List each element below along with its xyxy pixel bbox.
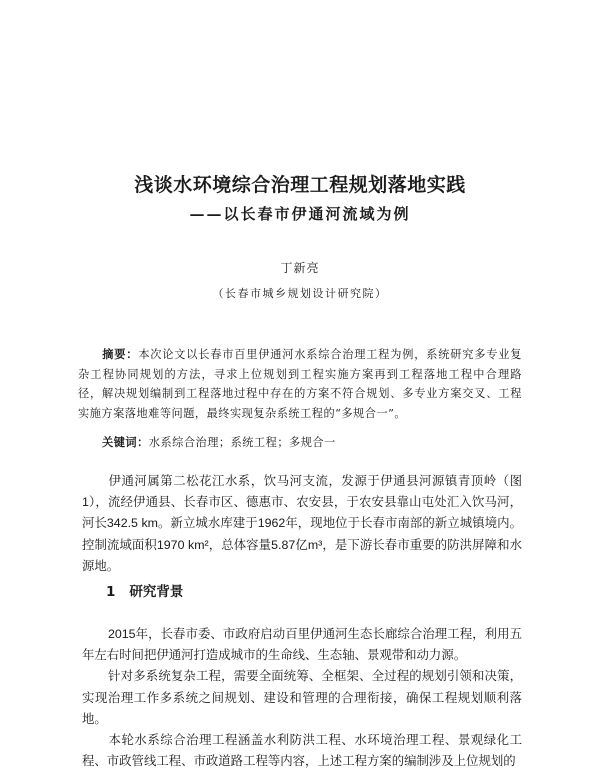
body-paragraph bbox=[82, 730, 522, 772]
intro-text: 伊通河属第二松花江水系，饮马河支流，发源于伊通县河源镇青顶岭（图1），流经伊通县、长春市区、德惠市、农安县，于农安县靠山屯处汇入饮马河，河长342.5 km。新立城水库建于1962年，现地位于长春市南部的新立城镇境内。控制流域面积1970 km²，总体容量5.87亿m³，是下游长春市重要的防洪屏障和水源地。 bbox=[82, 474, 522, 573]
intro-paragraph bbox=[82, 471, 522, 577]
author-affiliation: （长春市城乡规划设计研究院） bbox=[212, 287, 388, 300]
body-paragraph-text: 本轮水系综合治理工程涵盖水利防洪工程、水环境治理工程、景观绿化工程、市政管线工程、市政道路工程等内容，上述工程方案的编制涉及上位规划的 bbox=[82, 733, 522, 769]
paper-subtitle: ——以长春市伊通河流域为例 bbox=[189, 205, 411, 223]
abstract bbox=[78, 345, 522, 423]
section-number: 1 bbox=[106, 584, 116, 600]
body-paragraph-text: 针对多系统复杂工程，需要全面统筹、全框架、全过程的规划引领和决策，实现治理工作多系统之间规划、建设和管理的合理衔接，确保工程规划顺利落地。 bbox=[82, 669, 522, 726]
abstract-label: 摘要： bbox=[102, 348, 139, 361]
section-body bbox=[82, 624, 522, 772]
keywords-text: 水系综合治理；系统工程；多规合一 bbox=[148, 436, 336, 449]
abstract-text: 本次论文以长春市百里伊通河水系综合治理工程为例，系统研究多专业复杂工程协同规划的方法，寻求上位规划到工程实施方案再到工程落地工程中合理路径，解决规划编制到工程落地过程中存在的方案不符合规划、多专业方案交叉、工程实施方案落地难等问题，最终实现复杂系统工程的“多规合一”。 bbox=[78, 348, 522, 420]
section-title: 研究背景 bbox=[129, 584, 184, 600]
body-paragraph-text: 2015年，长春市委、市政府启动百里伊通河生态长廊综合治理工程，利用五年左右时间把伊通河打造成城市的生命线、生态轴、景观带和动力源。 bbox=[82, 627, 522, 663]
keywords bbox=[78, 433, 522, 453]
body-paragraph bbox=[82, 624, 522, 666]
author-name: 丁新亮 bbox=[280, 261, 320, 275]
body-paragraph bbox=[82, 666, 522, 730]
paper-title: 浅谈水环境综合治理工程规划落地实践 bbox=[134, 174, 466, 196]
keywords-label: 关键词： bbox=[102, 436, 149, 449]
section-heading bbox=[106, 580, 183, 600]
